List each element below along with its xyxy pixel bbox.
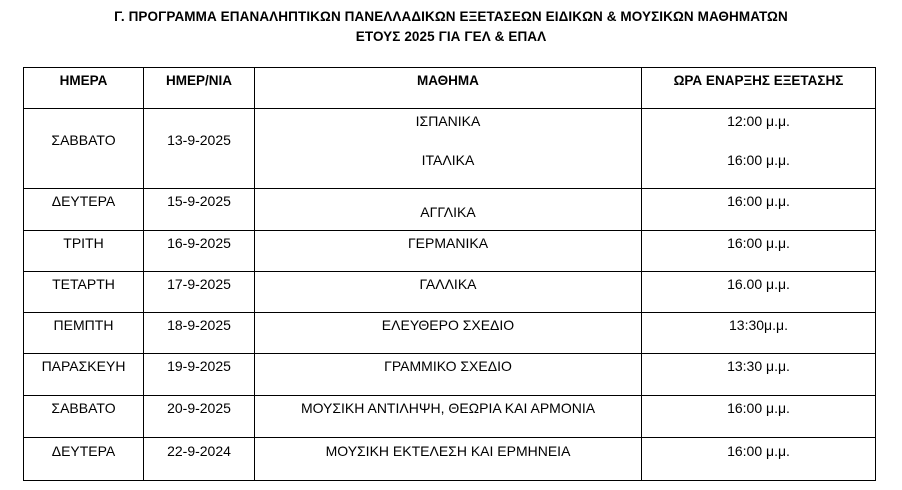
- date-cell: [144, 189, 255, 231]
- time-cell: [642, 354, 876, 396]
- time-cell: [642, 109, 876, 189]
- date-text: 16-9-2025: [167, 235, 231, 251]
- time-text: 16.00 μ.μ.: [727, 276, 790, 292]
- day-text: ΔΕΥΤΕΡΑ: [51, 193, 116, 209]
- day-cell: [24, 189, 144, 231]
- time-text: 12:00 μ.μ.: [727, 113, 790, 129]
- subject-cell: [255, 354, 642, 396]
- time-text: 13:30μ.μ.: [729, 317, 788, 333]
- day-text: ΠΑΡΑΣΚΕΥΗ: [41, 358, 126, 374]
- day-text: ΠΕΜΠΤΗ: [53, 317, 114, 333]
- subject-cell: [255, 396, 642, 438]
- subject-cell: [255, 231, 642, 272]
- time-text: 16:00 μ.μ.: [727, 235, 790, 251]
- header-date-label: ΗΜΕΡ/ΝΙΑ: [165, 73, 232, 88]
- date-cell: [144, 272, 255, 313]
- date-text: 19-9-2025: [167, 358, 231, 374]
- time-text: 16:00 μ.μ.: [727, 443, 790, 459]
- date-text: 15-9-2025: [167, 193, 231, 209]
- day-text: ΣΑΒΒΑΤΟ: [51, 400, 116, 416]
- day-text: ΤΡΙΤΗ: [63, 235, 104, 251]
- subject-cell: [255, 313, 642, 354]
- table-row: [24, 231, 876, 272]
- date-text: 20-9-2025: [167, 400, 231, 416]
- time-text: 16:00 μ.μ.: [727, 152, 790, 168]
- time-text: 16:00 μ.μ.: [727, 400, 790, 416]
- table-row: [24, 189, 876, 231]
- day-text: ΔΕΥΤΕΡΑ: [51, 443, 116, 459]
- subject-text: ΙΤΑΛΙΚΑ: [421, 152, 475, 168]
- subject-text: ΙΣΠΑΝΙΚΑ: [415, 113, 481, 129]
- table-header-row: [24, 68, 876, 109]
- date-text: 17-9-2025: [167, 276, 231, 292]
- table-row: [24, 438, 876, 481]
- exam-schedule-table: [23, 67, 876, 481]
- date-cell: [144, 231, 255, 272]
- date-cell: [144, 354, 255, 396]
- day-text: ΤΕΤΑΡΤΗ: [52, 276, 115, 292]
- subject-text: ΓΕΡΜΑΝΙΚΑ: [407, 235, 489, 251]
- day-cell: [24, 272, 144, 313]
- subject-text: ΓΡΑΜΜΙΚΟ ΣΧΕΔΙΟ: [384, 358, 512, 374]
- header-day: [24, 68, 144, 109]
- table-row: [24, 313, 876, 354]
- day-text: ΣΑΒΒΑΤΟ: [51, 132, 116, 148]
- time-cell: [642, 396, 876, 438]
- time-text: 16:00 μ.μ.: [727, 193, 790, 209]
- date-cell: [144, 438, 255, 481]
- day-cell: [24, 396, 144, 438]
- subject-cell: [255, 438, 642, 481]
- date-text: 22-9-2024: [167, 443, 231, 459]
- subject-text: ΕΛΕΥΘΕΡΟ ΣΧΕΔΙΟ: [381, 317, 515, 333]
- subject-cell: [255, 189, 642, 231]
- subject-text: ΑΓΓΛΙΚΑ: [420, 204, 476, 220]
- header-start-time-label: ΩΡΑ ΕΝΑΡΞΗΣ ΕΞΕΤΑΣΗΣ: [673, 73, 844, 88]
- date-cell: [144, 313, 255, 354]
- day-cell: [24, 231, 144, 272]
- day-cell: [24, 313, 144, 354]
- document-title-line-1: Γ. ΠΡΟΓΡΑΜΜΑ ΕΠΑΝΑΛΗΠΤΙΚΩΝ ΠΑΝΕΛΛΑΔΙΚΩΝ ΕΞΕΤΑΣΕΩΝ ΕΙΔΙΚΩΝ & ΜΟΥΣΙΚΩΝ ΜΑΘΗΜΑΤΩΝ: [114, 9, 788, 24]
- date-text: 18-9-2025: [167, 317, 231, 333]
- time-cell: [642, 313, 876, 354]
- header-start-time: [642, 68, 876, 109]
- subject-text: ΜΟΥΣΙΚΗ ΑΝΤΙΛΗΨΗ, ΘΕΩΡΙΑ ΚΑΙ ΑΡΜΟΝΙΑ: [300, 400, 596, 416]
- time-cell: [642, 438, 876, 481]
- subject-cell: [255, 109, 642, 189]
- time-cell: [642, 189, 876, 231]
- time-cell: [642, 231, 876, 272]
- table-row: [24, 109, 876, 189]
- header-subject-label: ΜΑΘΗΜΑ: [417, 73, 479, 88]
- subject-cell: [255, 272, 642, 313]
- time-cell: [642, 272, 876, 313]
- table-row: [24, 354, 876, 396]
- header-day-label: ΗΜΕΡΑ: [59, 73, 108, 88]
- day-cell: [24, 354, 144, 396]
- time-text: 13:30 μ.μ.: [727, 358, 790, 374]
- day-cell: [24, 438, 144, 481]
- day-cell: [24, 109, 144, 189]
- header-subject: [255, 68, 642, 109]
- subject-text: ΜΟΥΣΙΚΗ ΕΚΤΕΛΕΣΗ ΚΑΙ ΕΡΜΗΝΕΙΑ: [325, 443, 571, 459]
- header-date: [144, 68, 255, 109]
- document-title-line-2: ΕΤΟΥΣ 2025 ΓΙΑ ΓΕΛ & ΕΠΑΛ: [355, 29, 547, 44]
- date-cell: [144, 109, 255, 189]
- table-row: [24, 396, 876, 438]
- table-row: [24, 272, 876, 313]
- date-text: 13-9-2025: [167, 132, 231, 148]
- subject-text: ΓΑΛΛΙΚΑ: [419, 276, 477, 292]
- date-cell: [144, 396, 255, 438]
